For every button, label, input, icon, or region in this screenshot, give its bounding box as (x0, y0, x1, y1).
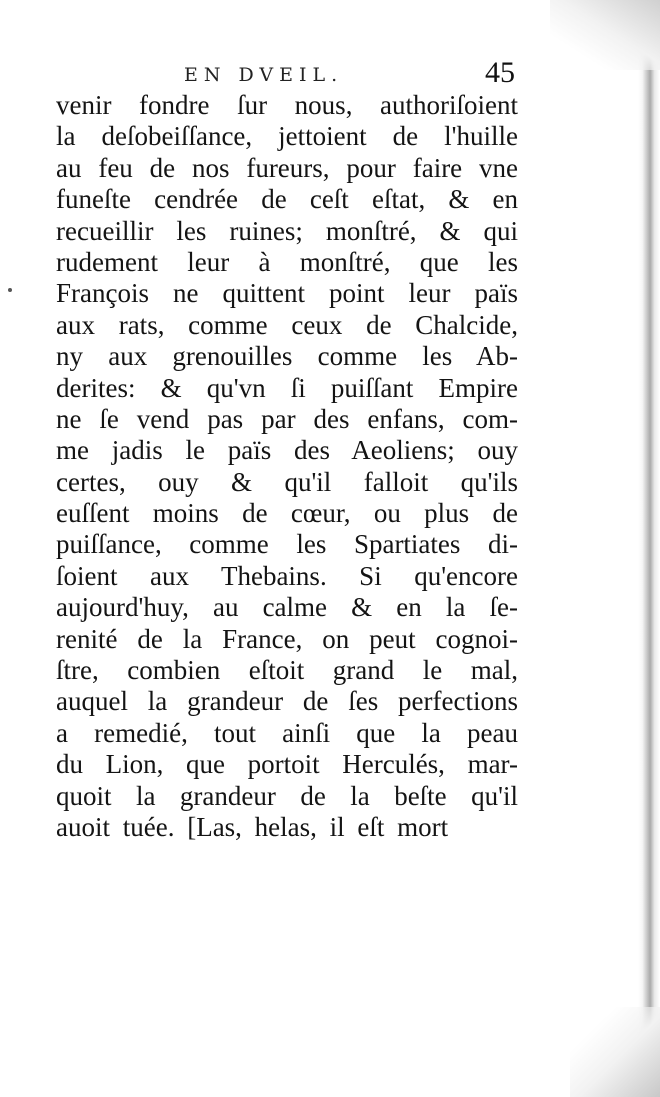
text-line: aux rats, comme ceux de Chalcide, (56, 309, 518, 340)
ink-speck (8, 288, 12, 292)
text-line: la deſobeiſſance, jettoient de l'huille (56, 121, 518, 152)
text-line: euſſent moins de cœur, ou plus de (56, 498, 518, 529)
body-text (56, 90, 518, 843)
text-line: auoit tuée. [Las, helas, il eſt mort (56, 811, 449, 842)
running-head: EN DVEIL. (184, 64, 344, 86)
text-line: ny aux grenouilles comme les Ab- (56, 341, 518, 372)
page-number: 45 (485, 56, 515, 89)
text-line: ſoient aux Thebains. Si qu'encore (56, 560, 518, 591)
text-line: aujourd'huy, au calme & en la ſe- (56, 592, 518, 623)
text-line: ſtre, combien eſtoit grand le mal, (56, 655, 518, 686)
text-line: ne ſe vend pas par des enfans, com- (56, 403, 518, 434)
text-line: renité de la France, on peut cognoi- (56, 623, 518, 654)
page-corner-shadow-top (550, 0, 660, 70)
text-line: puiſſance, comme les Spartiates di- (56, 529, 518, 560)
page-header (62, 56, 517, 92)
text-line: me jadis le païs des Aeoliens; ouy (56, 435, 518, 466)
page-corner-shadow-bottom (570, 1007, 660, 1097)
text-line: venir fondre ſur nous, authoriſoient (56, 90, 518, 120)
text-line: recueillir les ruines; monſtré, & qui (56, 215, 518, 246)
page-edge-shadow (638, 0, 660, 1097)
text-line: rudement leur à monſtré, que les (56, 246, 518, 277)
text-line: du Lion, que portoit Herculés, mar- (56, 749, 518, 780)
text-line: funeſte cendrée de ceſt eſtat, & en (56, 184, 518, 215)
text-line: derites: & qu'vn ſi puiſſant Empire (56, 372, 518, 403)
text-line: a remedié, tout ainſi que la peau (56, 717, 518, 748)
text-line: auquel la grandeur de ſes perfections (56, 686, 518, 717)
text-line: au feu de nos fureurs, pour faire vne (56, 152, 518, 183)
text-line: quoit la grandeur de la beſte qu'il (56, 780, 518, 811)
text-line: François ne quittent point leur païs (56, 278, 518, 309)
text-line: certes, ouy & qu'il falloit qu'ils (56, 466, 518, 497)
